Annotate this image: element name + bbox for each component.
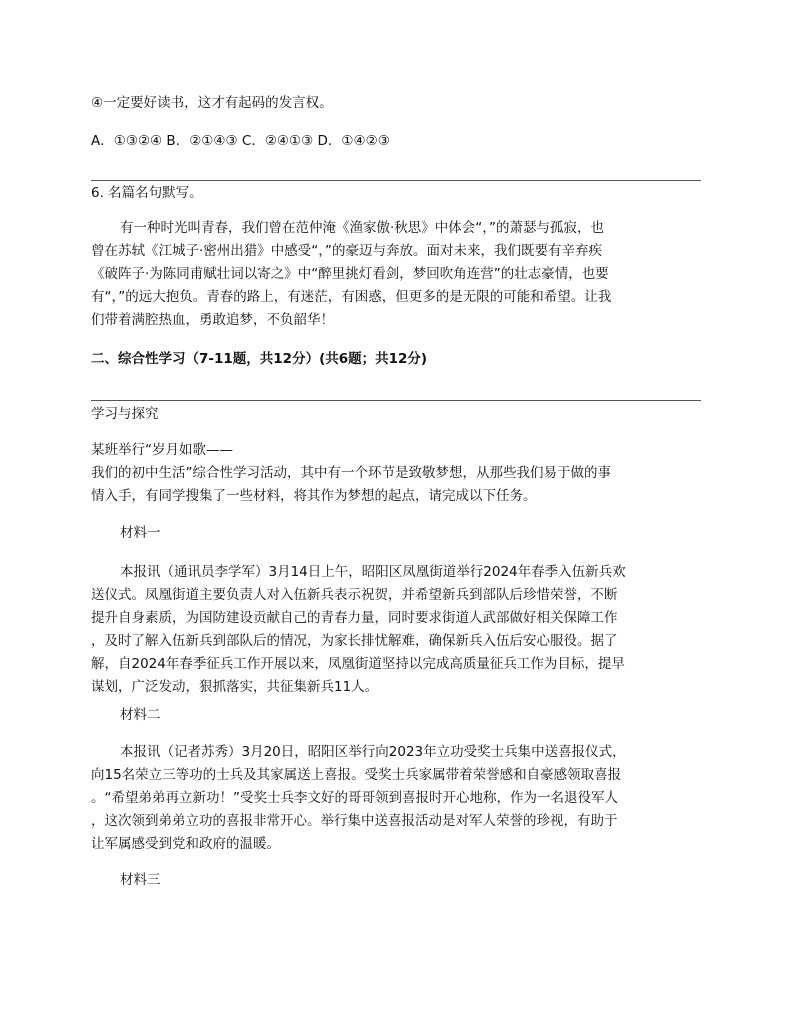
material-line: ，这次领到弟弟立功的喜报非常开心。举行集中送喜报活动是对军人荣誉的珍视，有助于 bbox=[91, 813, 618, 829]
material-line: 提升自身素质，为国防建设贡献自己的青春力量，同时要求街道人武部做好相关保障工作 bbox=[91, 610, 618, 626]
divider bbox=[91, 400, 701, 401]
material-line: 本报讯（通讯员李学军）3月14日上午，昭阳区凤凰街道举行2024年春季入伍新兵欢 bbox=[120, 564, 626, 580]
intro-line: 情入手，有同学搜集了一些材料，将其作为梦想的起点，请完成以下任务。 bbox=[91, 488, 537, 504]
divider bbox=[91, 180, 701, 181]
material-line: 谋划，广泛发动，狠抓落实，共征集新兵11人。 bbox=[91, 679, 379, 695]
intro-line: 我们的初中生活”综合性学习活动，其中有一个环节是致敬梦想，从那些我们易于做的事 bbox=[91, 465, 611, 481]
passage-line: 《破阵子·为陈同甫赋壮词以寄之》中“醉里挑灯看剑，梦回吹角连营”的壮志豪情，也要 bbox=[91, 266, 609, 282]
passage-line: 有“，”的远大抱负。青春的路上，有迷茫，有困惑，但更多的是无限的可能和希望。让我 bbox=[91, 289, 612, 305]
material-line: 。“希望弟弟再立新功！”受奖士兵李文好的哥哥领到喜报时开心地称，作为一名退役军人 bbox=[91, 790, 618, 806]
material-2-label: 材料二 bbox=[120, 707, 161, 723]
material-line: 解，自2024年春季征兵工作开展以来，凤凰街道坚持以完成高质量征兵工作为目标，提早 bbox=[91, 656, 625, 672]
study-title: 学习与探究 bbox=[91, 406, 159, 422]
passage-line: 曾在苏轼《江城子·密州出猎》中感受“，”的豪迈与奔放。面对未来，我们既要有辛弃疾 bbox=[91, 243, 603, 259]
passage-line: 们带着满腔热血，勇敢追梦，不负韶华！ bbox=[91, 312, 334, 328]
material-line: 让军属感受到党和政府的温暖。 bbox=[91, 836, 280, 852]
passage-line: 有一种时光叫青春，我们曾在范仲淹《渔家傲·秋思》中体会“，”的萧瑟与孤寂，也 bbox=[120, 220, 605, 236]
material-line: 本报讯（记者苏秀）3月20日，昭阳区举行向2023年立功受奖士兵集中送喜报仪式， bbox=[120, 744, 626, 760]
intro-line: 某班举行“岁月如歌—— bbox=[91, 442, 233, 458]
answer-options: A．①③②④ B．②①④③ C．②④①③ D．①④②③ bbox=[91, 133, 390, 149]
material-line: 向15名荣立三等功的士兵及其家属送上喜报。受奖士兵家属带着荣誉感和自豪感领取喜报 bbox=[91, 767, 622, 783]
question-4-option-line: ④一定要好读书，这才有起码的发言权。 bbox=[91, 95, 333, 111]
material-line: ，及时了解入伍新兵到部队后的情况，为家长排忧解难，确保新兵入伍后安心服役。据了 bbox=[91, 633, 618, 649]
question-6-title: 6. 名篇名句默写。 bbox=[91, 185, 203, 201]
material-3-label: 材料三 bbox=[120, 872, 161, 888]
material-1-label: 材料一 bbox=[120, 525, 161, 541]
material-line: 送仪式。凤凰街道主要负责人对入伍新兵表示祝贺，并希望新兵到部队后珍惜荣誉，不断 bbox=[91, 587, 618, 603]
section-2-heading: 二、综合性学习（7-11题，共12分）(共6题；共12分) bbox=[91, 351, 428, 367]
